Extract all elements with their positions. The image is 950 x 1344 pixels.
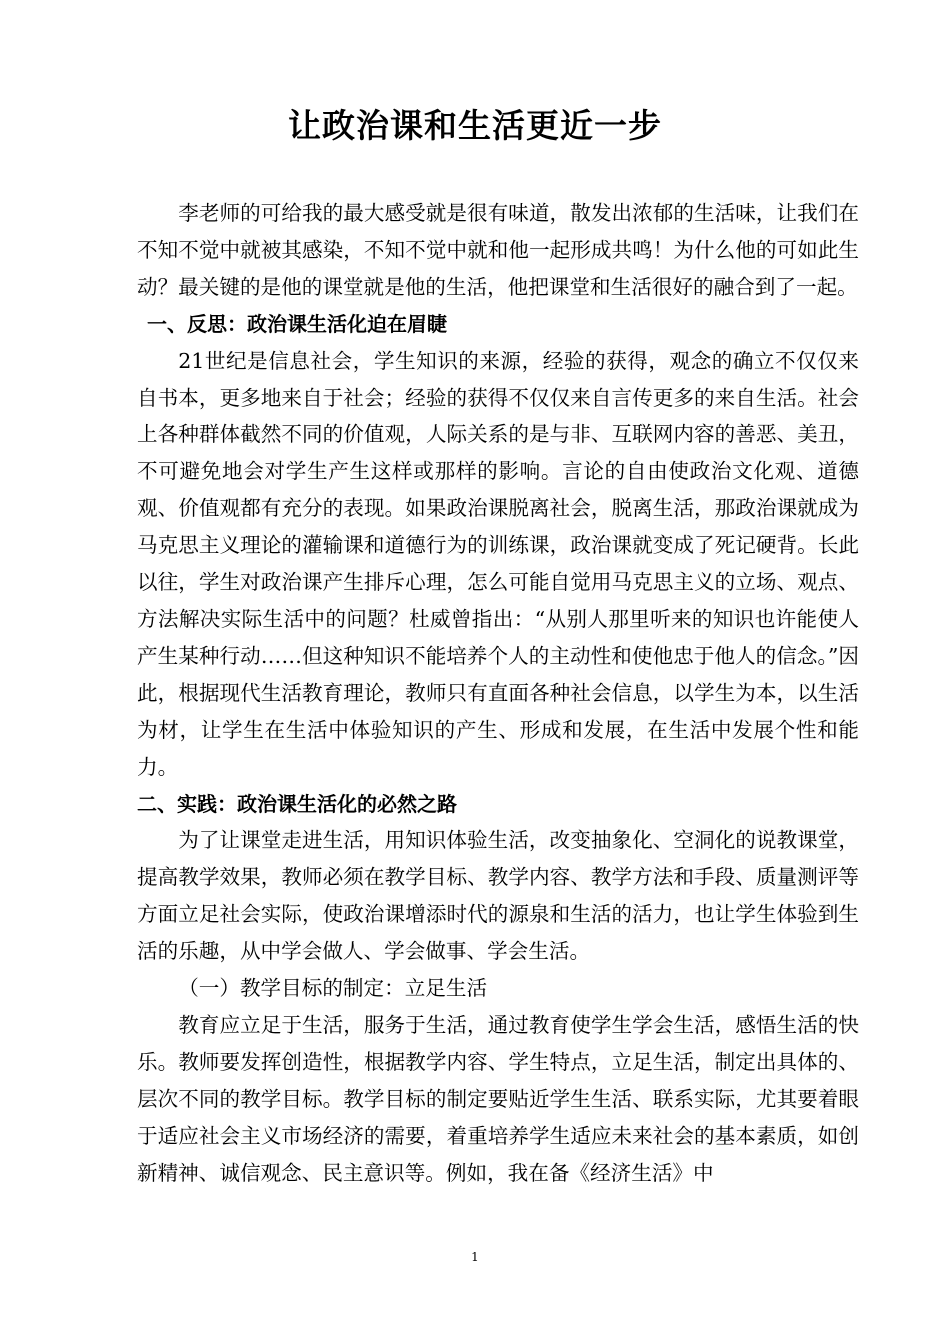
intro-paragraph: 李老师的可给我的最大感受就是很有味道，散发出浓郁的生活味，让我们在不知不觉中就被其感染，不知不觉中就和他一起形成共鸣！为什么他的可如此生动？最关键的是他的课堂就是他的生活，他把课堂和生活很好的融合到了一起。: [137, 201, 859, 299]
document-title: 让政治课和生活更近一步: [288, 106, 662, 145]
section1-heading: 一、反思：政治课生活化迫在眉睫: [147, 311, 447, 336]
page-number: 1: [471, 1250, 479, 1264]
section2-paragraph: 为了让课堂走进生活，用知识体验生活，改变抽象化、空洞化的说教课堂，提高教学效果，教师必须在教学目标、教学内容、教学方法和手段、质量测评等方面立足社会实际，使政治课增添时代的源泉和生活的活力，也让学生体验到生活的乐趣，从中学会做人、学会做事、学会生活。: [137, 828, 859, 964]
document-body: [137, 195, 859, 1191]
section2-subheading: （一）教学目标的制定：立足生活: [178, 976, 488, 1001]
section1-paragraph: 21世纪是信息社会，学生知识的来源，经验的获得，观念的确立不仅仅来自书本，更多地来自于社会；经验的获得不仅仅来自言传更多的来自生活。社会上各种群体截然不同的价值观，人际关系的是与非、互联网内容的善恶、美丑，不可避免地会对学生产生这样或那样的影响。言论的自由使政治文化观、道德观、价值观都有充分的表现。如果政治课脱离社会，脱离生活，那政治课就成为马克思主义理论的灌输课和道德行为的训练课，政治课就变成了死记硬背。长此以往，学生对政治课产生排斥心理，怎么可能自觉用马克思主义的立场、观点、方法解决实际生活中的问题？杜威曾指出：“从别人那里听来的知识也许能使人产生某种行动……但这种知识不能培养个人的主动性和使他忠于他人的信念。”因此，根据现代生活教育理论，教师只有直面各种社会信息，以学生为本，以生活为材，让学生在生活中体验知识的产生、形成和发展，在生活中发展个性和能力。: [137, 348, 859, 779]
section2-subparagraph: 教育应立足于生活，服务于生活，通过教育使学生学会生活，感悟生活的快乐。教师要发挥创造性，根据教学内容、学生特点，立足生活，制定出具体的、层次不同的教学目标。教学目标的制定要贴近学生生活、联系实际，尤其要着眼于适应社会主义市场经济的需要，着重培养学生适应未来社会的基本素质，如创新精神、诚信观念、民主意识等。例如，我在备《经济生活》中: [137, 1012, 859, 1185]
section2-heading: 二、实践：政治课生活化的必然之路: [137, 791, 457, 816]
